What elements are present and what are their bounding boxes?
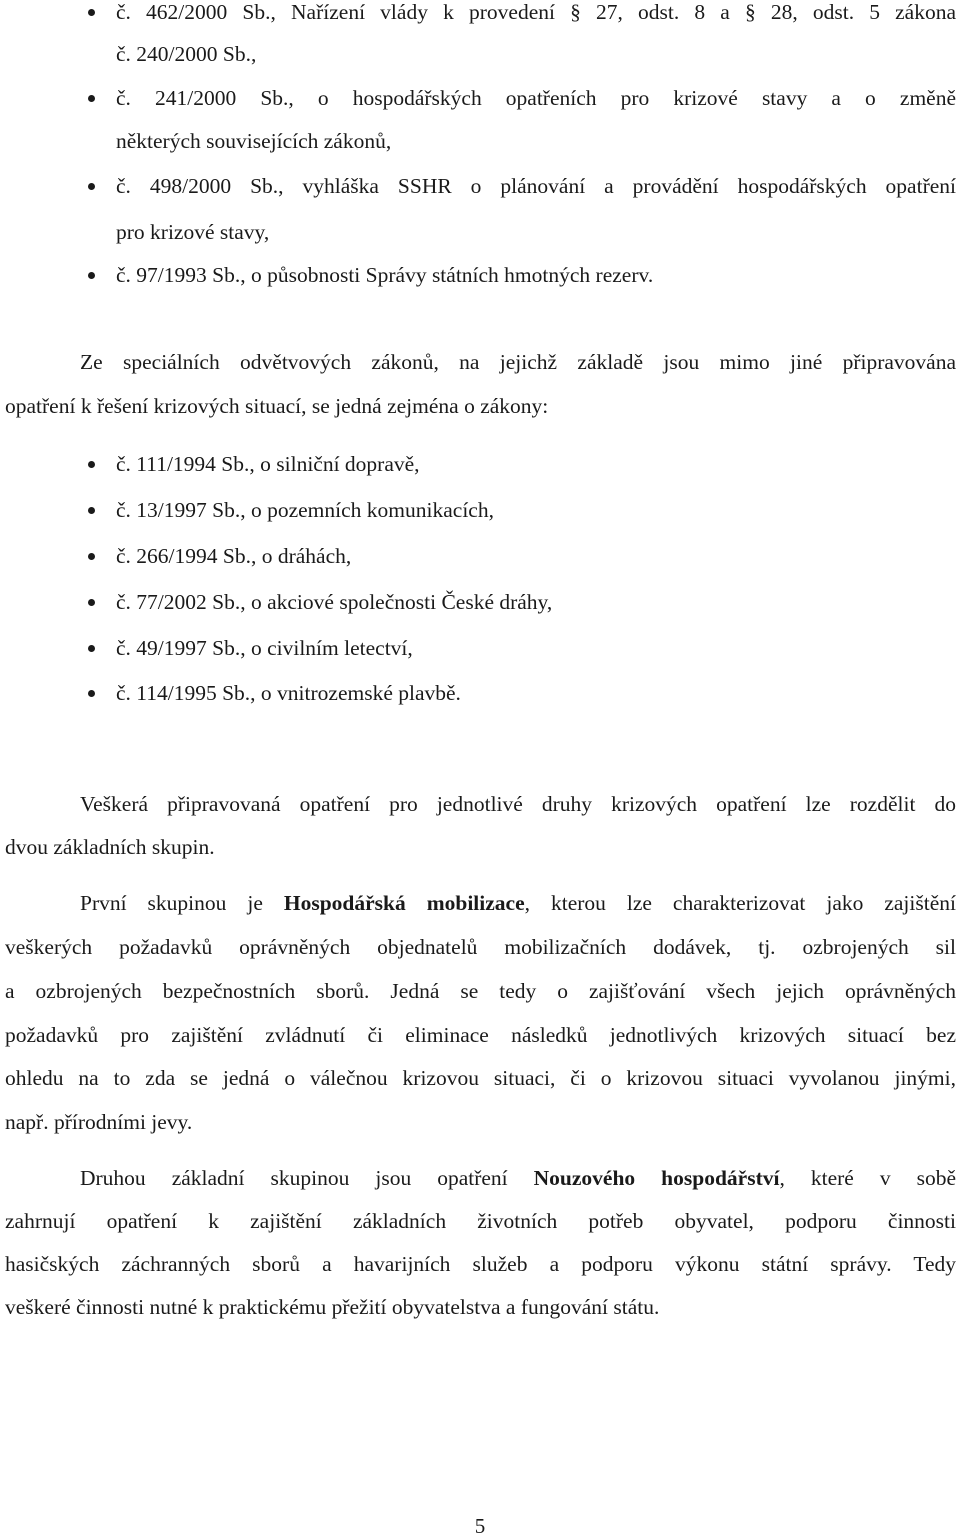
term-emergency-economy: Nouzového hospodářství (533, 1166, 780, 1190)
paragraph-line: zahrnují opatření k zajištění základních životních potřeb obyvatel, podporu činnosti (5, 1209, 956, 1233)
list-item: č. 114/1995 Sb., o vnitrozemské plavbě. (116, 681, 461, 705)
list-item-line: č. 97/1993 Sb., o působnosti Správy státních hmotných rezerv. (116, 263, 654, 287)
paragraph-line: hasičských záchranných sborů a havarijních služeb a podporu výkonu státní správy. Tedy (5, 1252, 956, 1276)
bullet-icon (88, 645, 95, 652)
paragraph-line: dvou základních skupin. (5, 835, 215, 859)
paragraph-line: opatření k řešení krizových situací, se jedná zejména o zákony: (5, 394, 549, 418)
list-item: č. 13/1997 Sb., o pozemních komunikacích, (116, 498, 494, 522)
bullet-icon (88, 461, 95, 468)
bullet-icon (88, 9, 95, 16)
list-item-line: č. 498/2000 Sb., vyhláška SSHR o plánování a provádění hospodářských opatření (116, 174, 956, 198)
paragraph-line: Ze speciálních odvětvových zákonů, na jejichž základě jsou mimo jiné připravována (80, 350, 956, 374)
bullet-icon (88, 272, 95, 279)
list-item: č. 49/1997 Sb., o civilním letectví, (116, 636, 413, 660)
paragraph-line: a ozbrojených bezpečnostních sborů. Jedná se tedy o zajišťování všech jejich oprávněných (5, 979, 956, 1003)
bullet-icon (88, 599, 95, 606)
paragraph-line: např. přírodními jevy. (5, 1110, 193, 1134)
list-item-line: pro krizové stavy, (116, 220, 270, 244)
bullet-icon (88, 183, 95, 190)
list-item: č. 77/2002 Sb., o akciové společnosti České dráhy, (116, 590, 553, 614)
list-item-line: č. 240/2000 Sb., (116, 42, 257, 66)
paragraph-line: První skupinou je Hospodářská mobilizace, kterou lze charakterizovat jako zajištění (80, 891, 956, 915)
bullet-icon (88, 690, 95, 697)
term-economic-mobilization: Hospodářská mobilizace (283, 891, 525, 915)
list-item: č. 111/1994 Sb., o silniční dopravě, (116, 452, 420, 476)
paragraph-line: Druhou základní skupinou jsou opatření Nouzového hospodářství, které v sobě (80, 1166, 956, 1190)
bullet-icon (88, 507, 95, 514)
list-item-line: č. 462/2000 Sb., Nařízení vlády k provedení § 27, odst. 8 a § 28, odst. 5 zákona (116, 0, 956, 24)
paragraph-line: veškerých požadavků oprávněných objednatelů mobilizačních dodávek, tj. ozbrojených sil (5, 935, 956, 959)
bullet-icon (88, 95, 95, 102)
list-item-line: č. 241/2000 Sb., o hospodářských opatřeních pro krizové stavy a o změně (116, 86, 956, 110)
list-item-line: některých souvisejících zákonů, (116, 129, 392, 153)
paragraph-line: Veškerá připravovaná opatření pro jednotlivé druhy krizových opatření lze rozdělit do (80, 792, 956, 816)
paragraph-line: požadavků pro zajištění zvládnutí či eliminace následků jednotlivých krizových situací bez (5, 1023, 956, 1047)
paragraph-line: ohledu na to zda se jedná o válečnou krizovou situaci, či o krizovou situaci vyvolanou jinými, (5, 1066, 956, 1090)
paragraph-line: veškeré činnosti nutné k praktickému přežití obyvatelstva a fungování státu. (5, 1295, 660, 1319)
page-number: 5 (474, 1514, 486, 1538)
bullet-icon (88, 553, 95, 560)
list-item: č. 266/1994 Sb., o dráhách, (116, 544, 352, 568)
